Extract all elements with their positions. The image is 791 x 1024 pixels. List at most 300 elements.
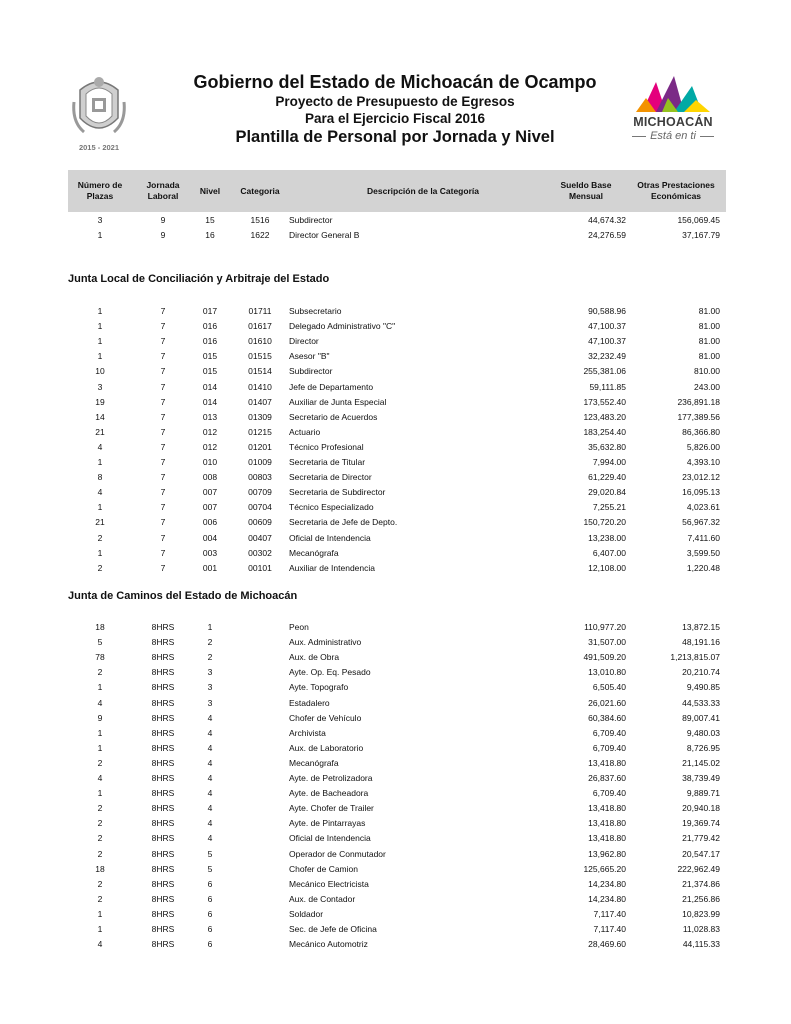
cell-plazas: 19 — [95, 396, 105, 407]
cell-descripcion: Auxiliar de Intendencia — [289, 562, 376, 573]
cell-jornada: 8HRS — [151, 742, 175, 753]
cell-nivel: 6 — [207, 908, 213, 919]
cell-otras: 20,547.17 — [682, 848, 720, 859]
cell-otras: 89,007.41 — [682, 712, 720, 723]
cell-nivel: 3 — [207, 667, 213, 678]
cell-jornada: 8HRS — [151, 893, 175, 904]
cell-nivel: 012 — [202, 426, 218, 437]
cell-nivel: 3 — [207, 682, 213, 693]
cell-descripcion: Chofer de Camion — [289, 863, 358, 874]
cell-nivel: 4 — [207, 788, 213, 799]
table-row — [0, 937, 791, 951]
cell-nivel: 016 — [202, 321, 218, 332]
cell-sueldo: 14,234.80 — [588, 878, 626, 889]
cell-plazas: 3 — [97, 381, 103, 392]
cell-categoria: 01201 — [248, 441, 272, 452]
cell-nivel: 014 — [202, 396, 218, 407]
cell-jornada: 7 — [160, 457, 166, 467]
cell-sueldo: 13,418.80 — [588, 833, 626, 844]
cell-descripcion: Actuario — [289, 426, 321, 437]
col-sueldo: Sueldo Base Mensual — [560, 180, 612, 201]
table-row — [0, 334, 791, 348]
table-row — [0, 862, 791, 876]
cell-otras: 7,411.60 — [687, 532, 720, 543]
cell-plazas: 4 — [97, 487, 103, 498]
cell-sueldo: 35,632.80 — [588, 441, 626, 452]
cell-otras: 11,028.83 — [682, 924, 720, 934]
cell-sueldo: 13,418.80 — [588, 818, 626, 829]
seal-years: 2015 - 2021 — [78, 143, 120, 152]
cell-plazas: 2 — [97, 667, 103, 678]
cell-plazas: 1 — [97, 502, 103, 513]
cell-descripcion: Secretaria de Director — [289, 472, 372, 483]
cell-nivel: 006 — [202, 517, 218, 528]
cell-plazas: 1 — [97, 321, 103, 332]
page-subtitle-3: Plantilla de Personal por Jornada y Nivel — [235, 128, 555, 146]
cell-nivel: 015 — [202, 366, 218, 377]
cell-sueldo: 44,674.32 — [588, 215, 626, 225]
cell-categoria: 00803 — [248, 472, 272, 483]
table-row — [0, 816, 791, 830]
cell-nivel: 008 — [202, 472, 218, 483]
cell-nivel: 004 — [202, 532, 218, 543]
cell-jornada: 7 — [160, 366, 166, 377]
cell-nivel: 003 — [202, 547, 218, 558]
cell-otras: 20,940.18 — [682, 803, 720, 814]
cell-plazas: 4 — [97, 697, 103, 708]
cell-categoria: 00704 — [248, 502, 272, 513]
cell-nivel: 001 — [202, 562, 218, 573]
cell-otras: 21,145.02 — [682, 757, 720, 768]
cell-jornada: 8HRS — [151, 788, 175, 799]
cell-plazas: 2 — [97, 893, 103, 904]
cell-plazas: 1 — [97, 306, 103, 316]
cell-otras: 4,393.10 — [686, 457, 720, 467]
cell-jornada: 8HRS — [151, 637, 175, 648]
cell-otras: 4,023.61 — [686, 502, 720, 513]
cell-descripcion: Auxiliar de Junta Especial — [289, 396, 387, 407]
cell-categoria: 01215 — [248, 426, 272, 437]
cell-nivel: 4 — [207, 773, 213, 783]
table-row — [0, 877, 791, 891]
cell-nivel: 007 — [202, 487, 218, 498]
cell-jornada: 8HRS — [151, 773, 175, 783]
cell-nivel: 2 — [207, 637, 213, 648]
cell-sueldo: 255,381.06 — [583, 366, 626, 377]
cell-descripcion: Oficial de Intendencia — [289, 532, 371, 543]
cell-plazas: 21 — [95, 426, 105, 437]
cell-otras: 81.00 — [698, 336, 720, 347]
cell-categoria: 01410 — [248, 381, 272, 392]
cell-jornada: 8HRS — [151, 818, 175, 829]
cell-nivel: 6 — [207, 939, 213, 950]
table-row — [0, 847, 791, 861]
cell-plazas: 1 — [97, 727, 103, 738]
cell-otras: 1,213,815.07 — [670, 652, 720, 663]
cell-sueldo: 7,994.00 — [592, 457, 626, 467]
cell-nivel: 4 — [207, 727, 213, 738]
cell-descripcion: Técnico Profesional — [289, 441, 364, 452]
cell-nivel: 015 — [202, 351, 218, 362]
cell-categoria: 00609 — [248, 517, 272, 528]
cell-sueldo: 32,232.49 — [588, 351, 626, 362]
cell-nivel: 4 — [207, 818, 213, 829]
cell-descripcion: Operador de Conmutador — [289, 848, 386, 859]
cell-otras: 13,872.15 — [682, 622, 720, 632]
cell-otras: 177,389.56 — [677, 411, 720, 422]
cell-descripcion: Ayte. Op. Eq. Pesado — [289, 667, 371, 678]
cell-descripcion: Subdirector — [289, 366, 333, 377]
table-row — [0, 546, 791, 560]
cell-sueldo: 24,276.59 — [588, 230, 626, 241]
cell-jornada: 8HRS — [151, 924, 175, 934]
col-jornada: Jornada Laboral — [146, 180, 180, 201]
cell-descripcion: Mecánico Electricista — [289, 878, 369, 889]
cell-plazas: 8 — [97, 472, 103, 483]
col-categoria: Categoria — [240, 185, 280, 196]
cell-nivel: 6 — [207, 878, 213, 889]
column-header-bar — [68, 170, 726, 212]
cell-descripcion: Chofer de Vehículo — [289, 712, 362, 723]
cell-sueldo: 173,552.40 — [583, 396, 626, 407]
page-subtitle-1: Proyecto de Presupuesto de Egresos — [275, 94, 515, 109]
cell-descripcion: Subdirector — [289, 215, 333, 225]
cell-plazas: 2 — [97, 833, 103, 844]
cell-sueldo: 14,234.80 — [588, 893, 626, 904]
cell-descripcion: Peon — [289, 622, 309, 632]
cell-descripcion: Archivista — [289, 727, 326, 738]
cell-categoria: 01515 — [248, 351, 272, 362]
cell-nivel: 017 — [202, 306, 218, 316]
document-header — [0, 0, 791, 165]
cell-sueldo: 90,588.96 — [588, 306, 626, 316]
cell-sueldo: 29,020.84 — [588, 487, 626, 498]
cell-descripcion: Soldador — [289, 908, 324, 919]
cell-plazas: 2 — [97, 878, 103, 889]
col-otras: Otras Prestaciones Económicas — [637, 180, 715, 201]
cell-plazas: 1 — [97, 788, 103, 799]
cell-descripcion: Asesor "B" — [289, 351, 330, 362]
cell-descripcion: Ayte. Topografo — [289, 682, 349, 693]
table-row — [0, 440, 791, 454]
table-row — [0, 756, 791, 770]
cell-descripcion: Director General B — [289, 230, 360, 241]
cell-sueldo: 61,229.40 — [588, 472, 626, 483]
cell-descripcion: Jefe de Departamento — [289, 381, 374, 392]
table-row — [0, 470, 791, 484]
cell-sueldo: 6,709.40 — [592, 742, 626, 753]
cell-plazas: 2 — [97, 532, 103, 543]
cell-plazas: 2 — [97, 848, 103, 859]
cell-otras: 9,490.85 — [686, 682, 720, 693]
cell-plazas: 1 — [97, 742, 103, 753]
table-row — [0, 500, 791, 514]
cell-descripcion: Secretaria de Jefe de Depto. — [289, 517, 398, 528]
cell-otras: 38,739.49 — [682, 773, 720, 783]
cell-sueldo: 13,418.80 — [588, 757, 626, 768]
cell-jornada: 7 — [160, 562, 166, 573]
cell-nivel: 016 — [202, 336, 218, 347]
cell-plazas: 4 — [97, 773, 103, 783]
cell-sueldo: 47,100.37 — [588, 336, 626, 347]
cell-plazas: 1 — [97, 351, 103, 362]
cell-descripcion: Ayte. de Petrolizadora — [289, 773, 373, 783]
cell-jornada: 7 — [160, 396, 166, 407]
cell-plazas: 3 — [97, 215, 103, 225]
cell-nivel: 15 — [205, 215, 215, 225]
cell-jornada: 8HRS — [151, 667, 175, 678]
cell-nivel: 007 — [202, 502, 218, 513]
cell-descripcion: Técnico Especializado — [289, 502, 374, 513]
cell-jornada: 8HRS — [151, 878, 175, 889]
cell-descripcion: Mecanógrafa — [289, 757, 339, 768]
cell-plazas: 18 — [95, 622, 105, 632]
cell-nivel: 3 — [207, 697, 213, 708]
cell-otras: 16,095.13 — [682, 487, 720, 498]
table-row — [0, 319, 791, 333]
table-row — [0, 696, 791, 710]
cell-jornada: 8HRS — [151, 622, 175, 632]
logo-name: MICHOACÁN — [633, 115, 713, 129]
cell-nivel: 4 — [207, 712, 213, 723]
table-row — [0, 228, 791, 242]
cell-otras: 19,369.74 — [682, 818, 720, 829]
cell-nivel: 013 — [202, 411, 218, 422]
cell-otras: 810.00 — [694, 366, 720, 377]
cell-sueldo: 7,117.40 — [593, 908, 626, 919]
cell-sueldo: 59,111.85 — [589, 381, 626, 392]
cell-categoria: 01407 — [248, 396, 272, 407]
cell-categoria: 1516 — [250, 215, 270, 225]
table-row — [0, 650, 791, 664]
cell-sueldo: 6,709.40 — [592, 727, 626, 738]
cell-jornada: 7 — [160, 426, 166, 437]
cell-jornada: 7 — [160, 351, 166, 362]
table-row — [0, 786, 791, 800]
cell-categoria: 01711 — [248, 306, 272, 316]
cell-otras: 81.00 — [698, 306, 720, 316]
cell-otras: 243.00 — [694, 381, 720, 392]
cell-sueldo: 13,418.80 — [588, 803, 626, 814]
col-nivel: Nivel — [199, 185, 221, 196]
table-row — [0, 485, 791, 499]
cell-descripcion: Mecánico Automotriz — [289, 939, 368, 950]
cell-otras: 81.00 — [698, 351, 720, 362]
cell-otras: 37,167.79 — [682, 230, 720, 241]
page-title: Gobierno del Estado de Michoacán de Ocampo — [193, 72, 597, 92]
cell-otras: 86,366.80 — [682, 426, 720, 437]
table-row — [0, 771, 791, 785]
cell-otras: 44,533.33 — [682, 697, 720, 708]
cell-plazas: 1 — [97, 230, 103, 241]
table-row — [0, 349, 791, 363]
cell-plazas: 1 — [97, 457, 103, 467]
cell-plazas: 1 — [97, 682, 103, 693]
cell-nivel: 1 — [207, 622, 213, 632]
cell-sueldo: 26,837.60 — [588, 773, 626, 783]
cell-jornada: 8HRS — [151, 803, 175, 814]
col-descripcion: Descripción de la Categoría — [367, 185, 479, 196]
cell-sueldo: 125,665.20 — [583, 863, 626, 874]
cell-nivel: 4 — [207, 757, 213, 768]
cell-jornada: 7 — [160, 441, 166, 452]
cell-sueldo: 6,709.40 — [592, 788, 626, 799]
cell-jornada: 7 — [160, 487, 166, 498]
cell-otras: 9,480.03 — [686, 727, 720, 738]
table-row — [0, 515, 791, 529]
cell-descripcion: Aux. Administrativo — [289, 637, 362, 648]
cell-otras: 81.00 — [698, 321, 720, 332]
table-row — [0, 213, 791, 227]
cell-nivel: 010 — [202, 457, 218, 467]
cell-jornada: 8HRS — [151, 757, 175, 768]
cell-sueldo: 13,238.00 — [588, 532, 626, 543]
cell-jornada: 8HRS — [151, 908, 175, 919]
col-num-plazas: Número de Plazas — [77, 180, 123, 201]
title-block — [170, 72, 620, 148]
cell-descripcion: Oficial de Intendencia — [289, 833, 371, 844]
cell-sueldo: 7,117.40 — [593, 924, 626, 934]
table-row — [0, 907, 791, 921]
table-row — [0, 741, 791, 755]
cell-jornada: 8HRS — [151, 682, 175, 693]
page-subtitle-2: Para el Ejercicio Fiscal 2016 — [304, 111, 486, 126]
cell-plazas: 5 — [97, 637, 103, 648]
cell-descripcion: Aux. de Laboratorio — [289, 742, 364, 753]
cell-plazas: 1 — [97, 336, 103, 347]
cell-sueldo: 31,507.00 — [588, 637, 626, 648]
cell-descripcion: Mecanógrafa — [289, 547, 339, 558]
cell-nivel: 4 — [207, 803, 213, 814]
cell-otras: 8,726.95 — [686, 742, 720, 753]
cell-otras: 3,599.50 — [686, 547, 720, 558]
cell-plazas: 2 — [97, 818, 103, 829]
cell-otras: 56,967.32 — [682, 517, 720, 528]
cell-plazas: 4 — [97, 939, 103, 950]
cell-jornada: 8HRS — [151, 863, 175, 874]
table-row — [0, 395, 791, 409]
table-row — [0, 892, 791, 906]
cell-nivel: 4 — [207, 742, 213, 753]
cell-categoria: 01514 — [248, 366, 272, 377]
cell-sueldo: 13,962.80 — [588, 848, 626, 859]
cell-otras: 21,256.86 — [682, 893, 720, 904]
cell-categoria: 00302 — [248, 547, 272, 558]
cell-otras: 44,115.33 — [682, 939, 720, 950]
cell-nivel: 16 — [205, 230, 215, 241]
cell-jornada: 7 — [160, 411, 166, 422]
cell-descripcion: Sec. de Jefe de Oficina — [289, 924, 377, 934]
table-row — [0, 665, 791, 679]
cell-sueldo: 47,100.37 — [588, 321, 626, 332]
cell-sueldo: 7,255.21 — [592, 502, 626, 513]
cell-nivel: 2 — [207, 652, 213, 663]
cell-jornada: 9 — [160, 230, 166, 241]
cell-categoria: 00101 — [248, 562, 272, 573]
cell-sueldo: 123,483.20 — [583, 411, 626, 422]
cell-sueldo: 13,010.80 — [588, 667, 626, 678]
cell-jornada: 7 — [160, 306, 166, 316]
cell-descripcion: Estadalero — [289, 697, 330, 708]
cell-sueldo: 6,505.40 — [592, 682, 626, 693]
table-row — [0, 620, 791, 634]
cell-otras: 222,962.49 — [677, 863, 720, 874]
table-row — [0, 711, 791, 725]
cell-sueldo: 491,509.20 — [583, 652, 626, 663]
cell-otras: 156,069.45 — [677, 215, 720, 225]
cell-otras: 1,220.48 — [686, 562, 720, 573]
section-title: Junta Local de Conciliación y Arbitraje del Estado — [68, 273, 330, 285]
cell-otras: 9,889.71 — [686, 788, 720, 799]
logo-tagline: Está en ti — [622, 130, 724, 142]
cell-categoria: 01009 — [248, 457, 272, 467]
cell-otras: 21,779.42 — [682, 833, 720, 844]
table-row — [0, 831, 791, 845]
cell-descripcion: Secretario de Acuerdos — [289, 411, 378, 422]
table-row — [0, 410, 791, 424]
table-row — [0, 455, 791, 469]
cell-jornada: 7 — [160, 532, 166, 543]
cell-categoria: 00407 — [248, 532, 272, 543]
table-row — [0, 561, 791, 575]
table-row — [0, 922, 791, 936]
table-row — [0, 531, 791, 545]
cell-nivel: 4 — [207, 833, 213, 844]
table-row — [0, 635, 791, 649]
cell-sueldo: 110,977.20 — [584, 622, 626, 632]
cell-plazas: 1 — [97, 908, 103, 919]
cell-descripcion: Secretaria de Titular — [289, 457, 366, 467]
cell-nivel: 014 — [202, 381, 218, 392]
cell-plazas: 9 — [97, 712, 103, 723]
cell-otras: 10,823.99 — [682, 908, 720, 919]
table-row — [0, 680, 791, 694]
cell-nivel: 5 — [207, 848, 213, 859]
cell-jornada: 9 — [160, 215, 166, 225]
cell-sueldo: 60,384.60 — [588, 712, 626, 723]
table-row — [0, 364, 791, 378]
cell-jornada: 7 — [160, 517, 166, 528]
cell-nivel: 012 — [202, 441, 218, 452]
cell-otras: 48,191.16 — [682, 637, 720, 648]
cell-otras: 5,826.00 — [686, 441, 720, 452]
cell-categoria: 01610 — [248, 336, 272, 347]
cell-plazas: 2 — [97, 803, 103, 814]
cell-descripcion: Aux. de Contador — [289, 893, 356, 904]
cell-plazas: 4 — [97, 441, 103, 452]
table-row — [0, 801, 791, 815]
cell-sueldo: 150,720.20 — [583, 517, 626, 528]
cell-jornada: 8HRS — [151, 727, 175, 738]
cell-plazas: 2 — [97, 757, 103, 768]
cell-descripcion: Ayte. de Bacheadora — [289, 788, 369, 799]
cell-descripcion: Secretaria de Subdirector — [289, 487, 386, 498]
cell-sueldo: 183,254.40 — [583, 426, 626, 437]
cell-jornada: 8HRS — [151, 712, 175, 723]
cell-plazas: 10 — [95, 366, 105, 377]
cell-categoria: 1622 — [250, 230, 270, 241]
cell-jornada: 7 — [160, 381, 166, 392]
cell-otras: 20,210.74 — [682, 667, 720, 678]
cell-plazas: 1 — [97, 924, 103, 934]
cell-sueldo: 26,021.60 — [588, 697, 626, 708]
cell-nivel: 6 — [207, 893, 213, 904]
cell-otras: 23,012.12 — [682, 472, 720, 483]
table-row — [0, 380, 791, 394]
cell-otras: 236,891.18 — [677, 396, 720, 407]
cell-jornada: 8HRS — [151, 939, 175, 950]
cell-plazas: 18 — [95, 863, 105, 874]
